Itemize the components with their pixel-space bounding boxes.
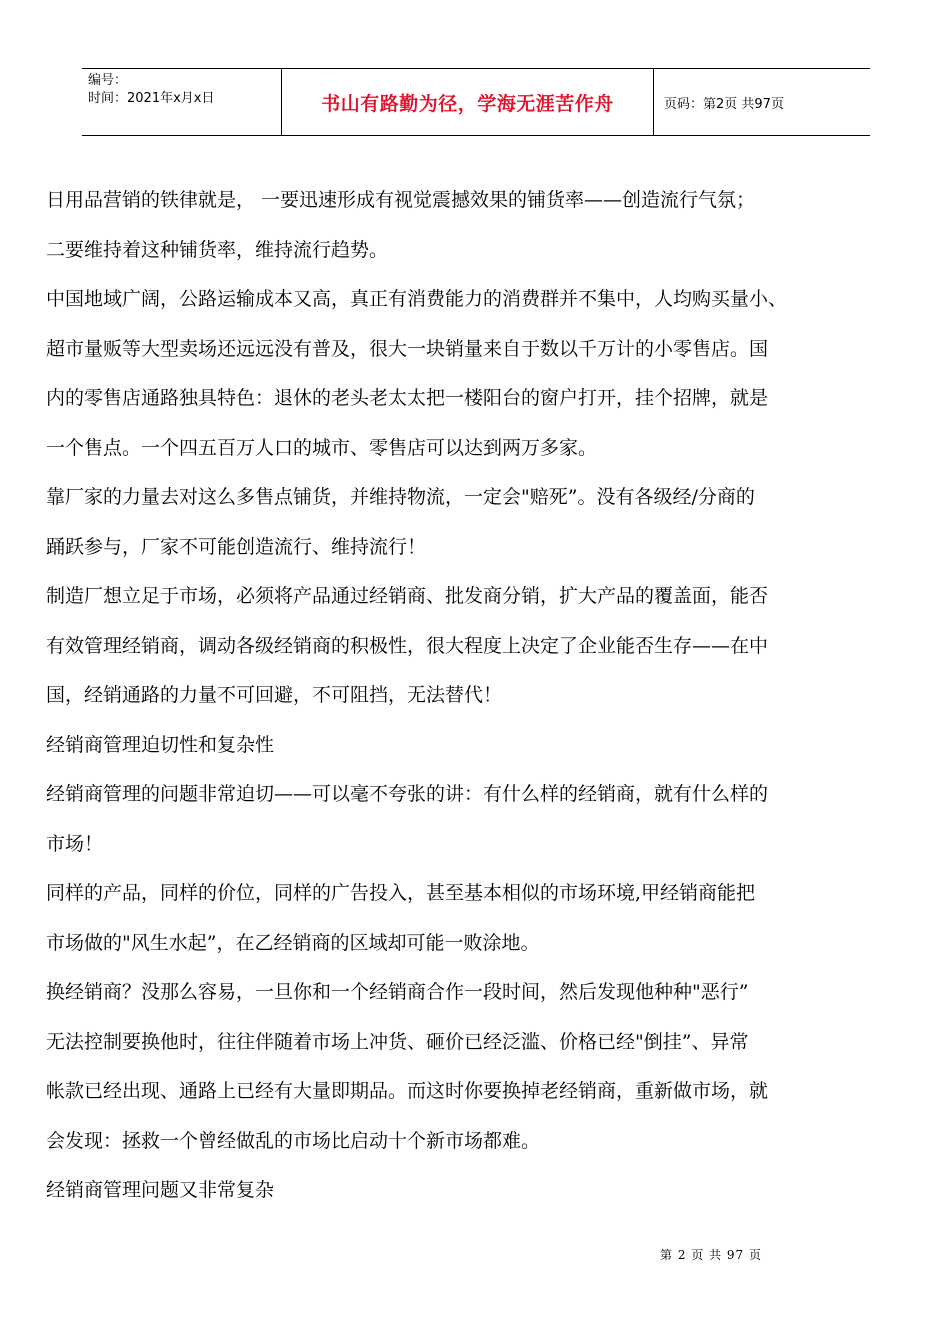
document-time-label: 时间：2021年x月x日 bbox=[88, 91, 215, 106]
text-line: 中国地域广阔，公路运输成本又高，真正有消费能力的消费群并不集中，人均购买量小、 bbox=[46, 288, 788, 310]
text-line: 帐款已经出现、通路上已经有大量即期品。而这时你要换掉老经销商，重新做市场，就 bbox=[46, 1080, 769, 1102]
document-body bbox=[46, 176, 906, 1216]
text-line: 会发现：拯救一个曾经做乱的市场比启动十个新市场都难。 bbox=[46, 1129, 541, 1152]
text-line: 内的零售店通路独具特色：退休的老头老太太把一楼阳台的窗户打开，挂个招牌，就是 bbox=[46, 387, 769, 409]
page-header bbox=[82, 68, 870, 136]
text-line: 二要维持着这种铺货率，维持流行趋势。 bbox=[46, 238, 389, 261]
text-line: 市场！ bbox=[46, 832, 104, 855]
text-line: 靠厂家的力量去对这么多售点铺货，并维持物流，一定会"赔死”。没有各级经/分商的 bbox=[46, 486, 755, 508]
section-heading: 经销商管理迫切性和复杂性 bbox=[46, 733, 275, 756]
text-line: 有效管理经销商，调动各级经销商的积极性，很大程度上决定了企业能否生存——在中 bbox=[46, 634, 769, 657]
text-line: 一个售点。一个四五百万人口的城市、零售店可以达到两万多家。 bbox=[46, 436, 598, 459]
header-page-number: 页码：第2页 共97页 bbox=[664, 96, 784, 112]
text-line: 市场做的"风生水起”，在乙经销商的区域却可能一败涂地。 bbox=[46, 931, 540, 954]
document-number-label: 编号： bbox=[88, 73, 128, 88]
text-line: 同样的产品，同样的价位，同样的广告投入，甚至基本相似的市场环境,甲经销商能把 bbox=[46, 882, 756, 904]
text-line: 日用品营销的铁律就是， 一要迅速形成有视觉震撼效果的铺货率——创造流行气氛； bbox=[46, 189, 756, 211]
text-line: 无法控制要换他时，往往伴随着市场上冲货、砸价已经泛滥、价格已经"倒挂”、异常 bbox=[46, 1030, 749, 1053]
text-line: 踊跃参与，厂家不可能创造流行、维持流行！ bbox=[46, 535, 427, 558]
section-heading: 经销商管理问题又非常复杂 bbox=[46, 1179, 275, 1201]
text-line: 国，经销通路的力量不可回避，不可阻挡，无法替代！ bbox=[46, 684, 503, 706]
page-footer: 第 2 页 共 97 页 bbox=[660, 1248, 762, 1262]
text-line: 超市量贩等大型卖场还远远没有普及，很大一块销量来自于数以千万计的小零售店。国 bbox=[46, 337, 769, 360]
header-meta-cell bbox=[82, 69, 282, 135]
text-line: 经销商管理的问题非常迫切——可以毫不夸张的讲：有什么样的经销商，就有什么样的 bbox=[46, 783, 769, 805]
body-text bbox=[46, 176, 906, 1216]
text-line: 制造厂想立足于市场，必须将产品通过经销商、批发商分销，扩大产品的覆盖面，能否 bbox=[46, 585, 769, 607]
text-line: 换经销商？没那么容易，一旦你和一个经销商合作一段时间，然后发现他种种"恶行” bbox=[46, 981, 749, 1003]
header-motto: 书山有路勤为径，学海无涯苦作舟 bbox=[282, 69, 654, 135]
